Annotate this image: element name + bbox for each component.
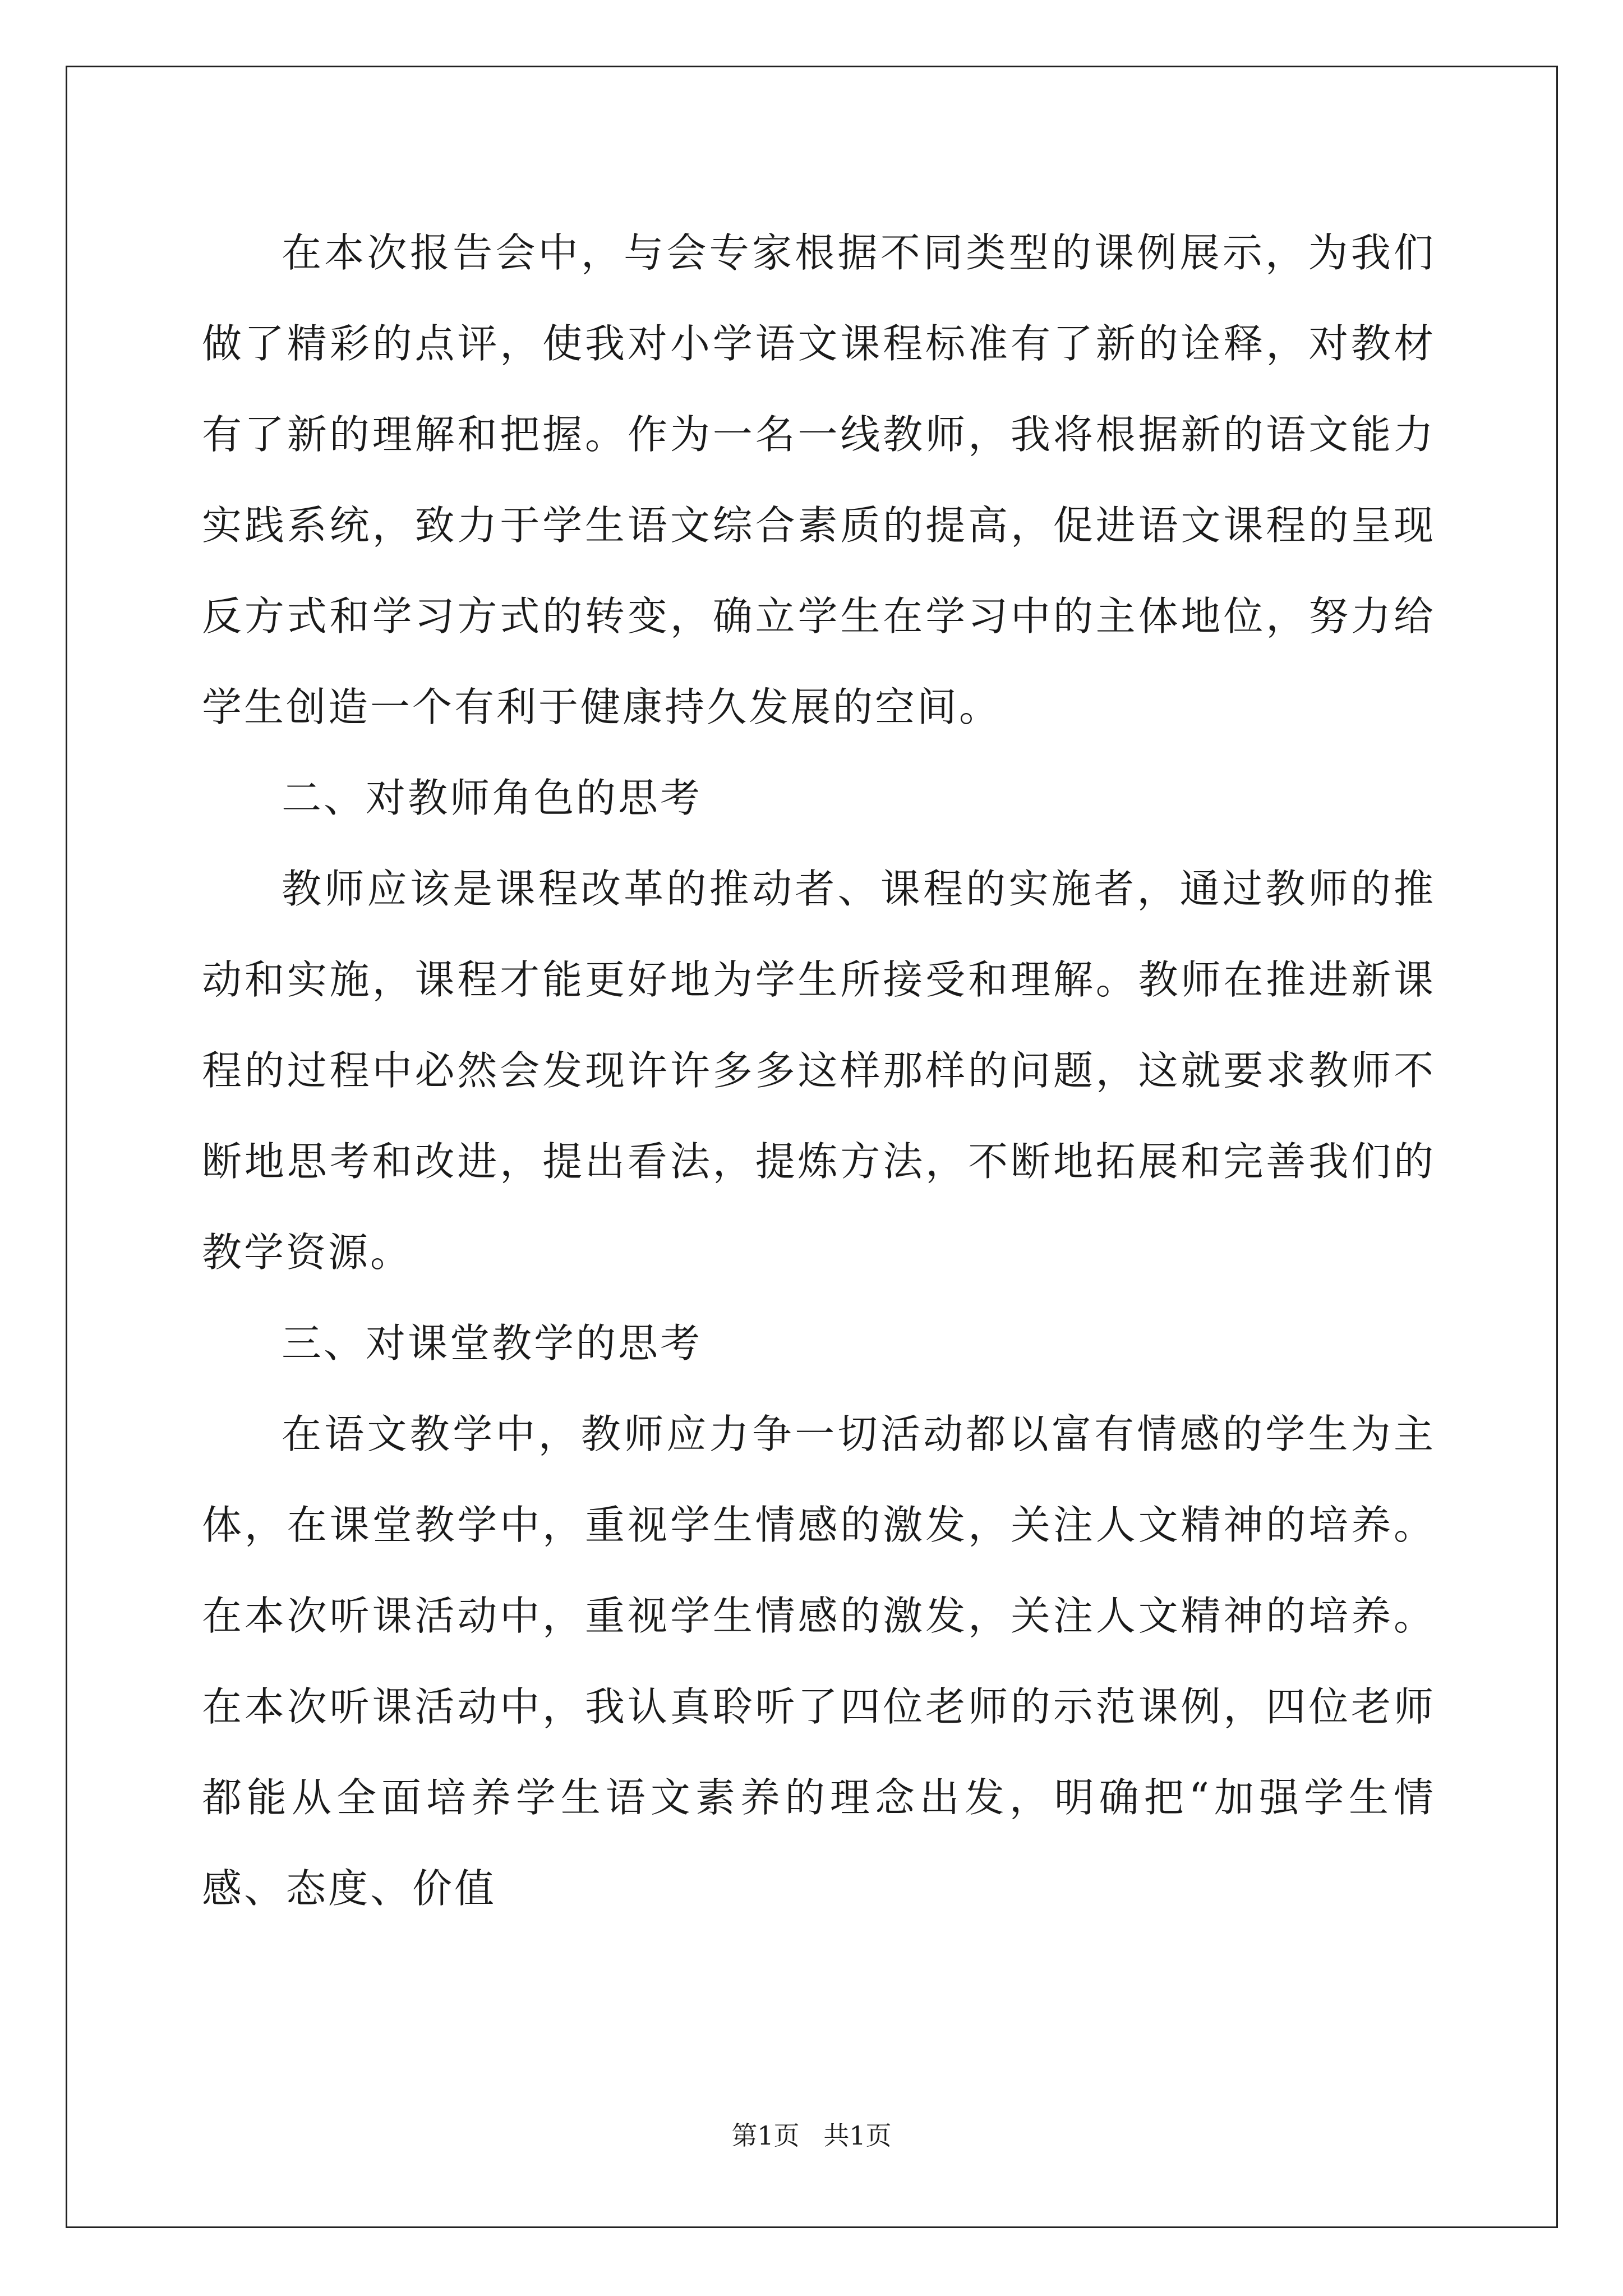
page-total: 共1页 — [823, 2120, 892, 2151]
paragraph-classroom-teaching: 在语文教学中，教师应力争一切活动都以富有情感的学生为主体，在课堂教学中，重视学生情感的激发，关注人文精神的培养。在本次听课活动中，重视学生情感的激发，关注人文精神的培养。在本次听课活动中，我认真聆听了四位老师的示范课例，四位老师都能从全面培养学生语文素养的理念出发，明确把“加强学生情感、态度、价值 — [202, 1411, 1436, 1912]
paragraph-report-summary: 在本次报告会中，与会专家根据不同类型的课例展示，为我们做了精彩的点评，使我对小学语文课程标准有了新的诠释，对教材有了新的理解和把握。作为一名一线教师，我将根据新的语文能力实践系统，致力于学生语文综合素质的提高，促进语文课程的呈现反方式和学习方式的转变，确立学生在学习中的主体地位，努力给学生创造一个有利于健康持久发展的空间。 — [202, 229, 1436, 730]
page-footer — [0, 2119, 1623, 2152]
section-heading-classroom-teaching: 三、对课堂教学的思考 — [282, 1320, 703, 1366]
paragraph-teacher-role: 教师应该是课程改革的推动者、课程的实施者，通过教师的推动和实施，课程才能更好地为学生所接受和理解。教师在推进新课程的过程中必然会发现许许多多这样那样的问题，这就要求教师不断地思考和改进，提出看法，提炼方法，不断地拓展和完善我们的教学资源。 — [202, 866, 1436, 1276]
page-number: 第1页 — [731, 2120, 800, 2151]
section-heading-teacher-role: 二、对教师角色的思考 — [282, 775, 703, 821]
document-body — [202, 208, 1436, 1934]
